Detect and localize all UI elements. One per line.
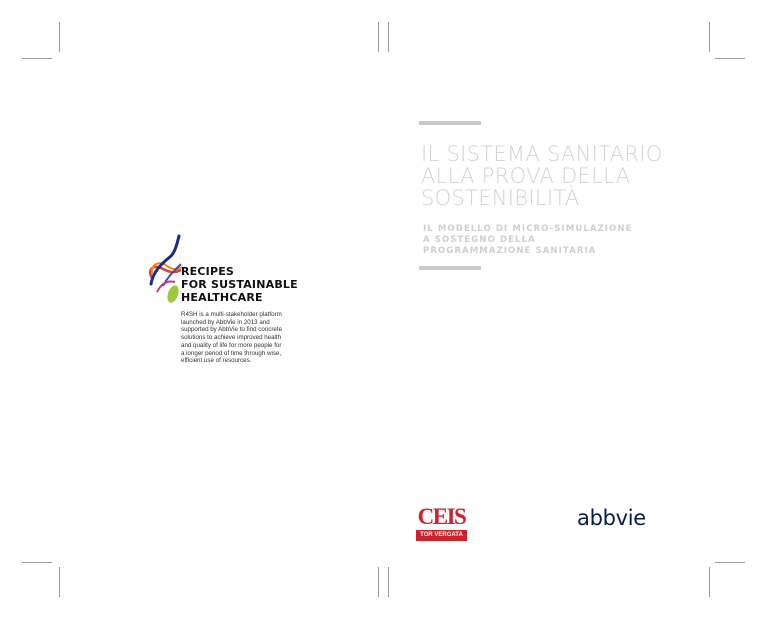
description-line: a longer period of time through wise, xyxy=(181,349,282,357)
cover-title-line: ALLA PROVA DELLA xyxy=(421,164,631,188)
ceis-logo-text: CEIS xyxy=(417,504,466,529)
r4sh-logo-line: HEALTHCARE xyxy=(181,291,263,304)
r4sh-logo-line: RECIPES xyxy=(181,265,235,278)
r4sh-logo-wordmark xyxy=(181,265,298,304)
description-line: efficient use of resources. xyxy=(181,357,252,365)
ceis-logo-band: TOR VERGATA xyxy=(416,530,467,541)
crop-mark xyxy=(709,567,710,597)
cover-title-line: IL SISTEMA SANITARIO xyxy=(421,142,663,166)
description-line: R4SH is a multi-stakeholder platform xyxy=(181,311,282,318)
crop-mark xyxy=(22,58,52,59)
description-line: and quality of life for more people for xyxy=(181,341,282,349)
crop-mark xyxy=(378,22,379,52)
description-line: launched by AbbVie in 2013 and xyxy=(181,318,270,326)
description-line: supported by AbbVie to find concrete xyxy=(181,326,283,334)
cover-subtitle-line: A SOSTEGNO DELLA xyxy=(423,235,536,245)
r4sh-description xyxy=(181,311,301,365)
abbvie-logo: abbvie xyxy=(577,506,646,530)
cover-subtitle-line: IL MODELLO DI MICRO-SIMULAZIONE xyxy=(423,224,633,234)
cover-title-line: SOSTENIBILITÀ xyxy=(421,186,580,210)
title-rule-top xyxy=(419,121,481,125)
cover-subtitle xyxy=(423,224,683,257)
crop-mark xyxy=(378,567,379,597)
crop-mark xyxy=(22,562,52,563)
cover-title xyxy=(421,143,721,209)
crop-mark xyxy=(59,22,60,52)
crop-mark xyxy=(59,567,60,597)
cover-subtitle-line: PROGRAMMAZIONE SANITARIA xyxy=(423,246,597,256)
description-line: solutions to achieve improved health xyxy=(181,334,282,342)
crop-mark xyxy=(709,22,710,52)
crop-mark xyxy=(715,562,745,563)
whisk-logo-icon xyxy=(143,234,183,304)
crop-mark xyxy=(388,567,389,597)
crop-mark xyxy=(715,58,745,59)
ceis-logo xyxy=(416,505,467,542)
r4sh-logo-line: FOR SUSTAINABLE xyxy=(181,278,298,291)
crop-mark xyxy=(388,22,389,52)
title-rule-bottom xyxy=(419,266,481,270)
